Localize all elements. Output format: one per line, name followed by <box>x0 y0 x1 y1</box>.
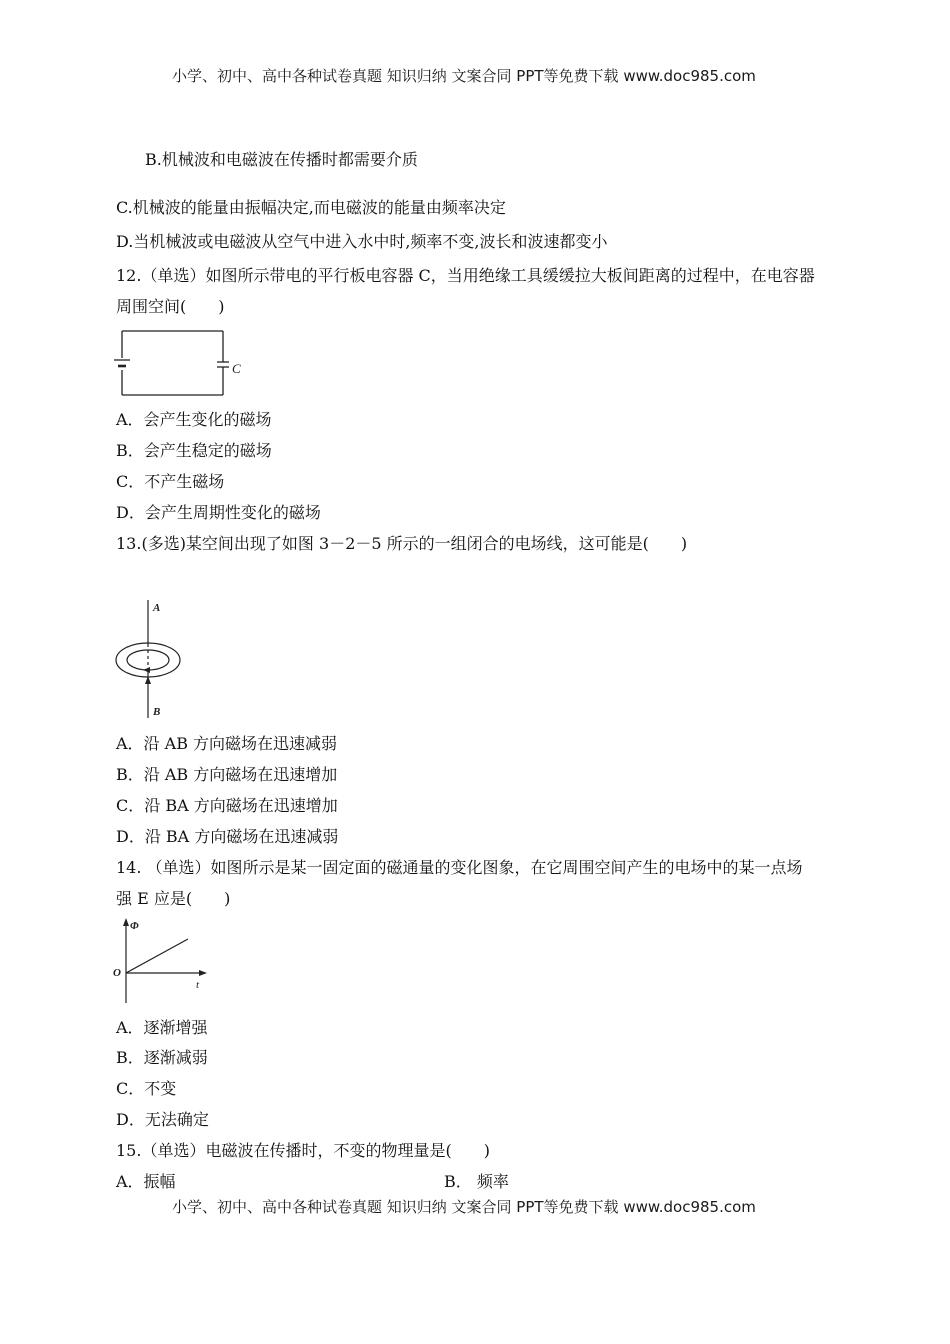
flux-line <box>126 939 188 973</box>
phi-axis-label: Φ <box>130 920 139 932</box>
q11-option-b: B.机械波和电磁波在传播时都需要介质 <box>145 150 418 169</box>
q14-option-c: C．不变 <box>116 1079 177 1098</box>
q12-stem-line1: 12.（单选）如图所示带电的平行板电容器 C，当用绝缘工具缓缓拉大板间距离的过程中，在电容器 <box>116 266 815 285</box>
q12-option-d: D．会产生周期性变化的磁场 <box>116 503 321 522</box>
phi-axis-arrow <box>123 918 129 926</box>
q11-option-d: D.当机械波或电磁波从空气中进入水中时,频率不变,波长和波速都变小 <box>116 232 608 251</box>
q12-option-a: A．会产生变化的磁场 <box>116 410 272 429</box>
point-b-label: B <box>153 706 161 718</box>
q15-option-b: B． 频率 <box>444 1172 509 1191</box>
point-a-label: A <box>153 602 161 614</box>
q12-capacitor-circuit-figure <box>112 326 252 402</box>
q12-stem-line2: 周围空间( ) <box>116 297 225 316</box>
t-axis-label: t <box>196 979 200 991</box>
origin-label: O <box>113 967 121 979</box>
q14-stem-line1: 14. （单选）如图所示是某一固定面的磁通量的变化图象，在它周围空间产生的电场中的某一点场 <box>116 858 803 877</box>
q13-option-c: C．沿 BA 方向磁场在迅速增加 <box>116 796 338 815</box>
q13-closed-field-lines-figure <box>110 596 200 722</box>
page-header: 小学、初中、高中各种试卷真题 知识归纳 文案合同 PPT等免费下载 www.doc985.com <box>172 67 756 85</box>
q13-stem-line1: 13.(多选)某空间出现了如图 3－2－5 所示的一组闭合的电场线，这可能是( ) <box>116 534 688 553</box>
q15-stem-line1: 15.（单选）电磁波在传播时，不变的物理量是( ) <box>116 1141 490 1160</box>
q14-flux-time-graph <box>110 915 210 1007</box>
q13-option-d: D．沿 BA 方向磁场在迅速减弱 <box>116 827 339 846</box>
t-axis-arrow <box>199 970 207 976</box>
q11-option-c: C.机械波的能量由振幅决定,而电磁波的能量由频率决定 <box>116 198 506 217</box>
q12-option-c: C．不产生磁场 <box>116 472 225 491</box>
capacitor-label: C <box>232 361 241 376</box>
q14-option-b: B．逐渐减弱 <box>116 1048 208 1067</box>
q13-option-b: B．沿 AB 方向磁场在迅速增加 <box>116 765 338 784</box>
q14-stem-line2: 强 E 应是( ) <box>116 889 231 908</box>
loop-direction-arrow <box>143 667 150 673</box>
q15-option-a: A．振幅 <box>116 1172 176 1191</box>
q14-option-a: A．逐渐增强 <box>116 1018 208 1037</box>
q13-option-a: A．沿 AB 方向磁场在迅速减弱 <box>116 734 338 753</box>
q12-option-b: B．会产生稳定的磁场 <box>116 441 272 460</box>
page-footer: 小学、初中、高中各种试卷真题 知识归纳 文案合同 PPT等免费下载 www.doc985.com <box>172 1198 756 1216</box>
q14-option-d: D．无法确定 <box>116 1110 209 1129</box>
